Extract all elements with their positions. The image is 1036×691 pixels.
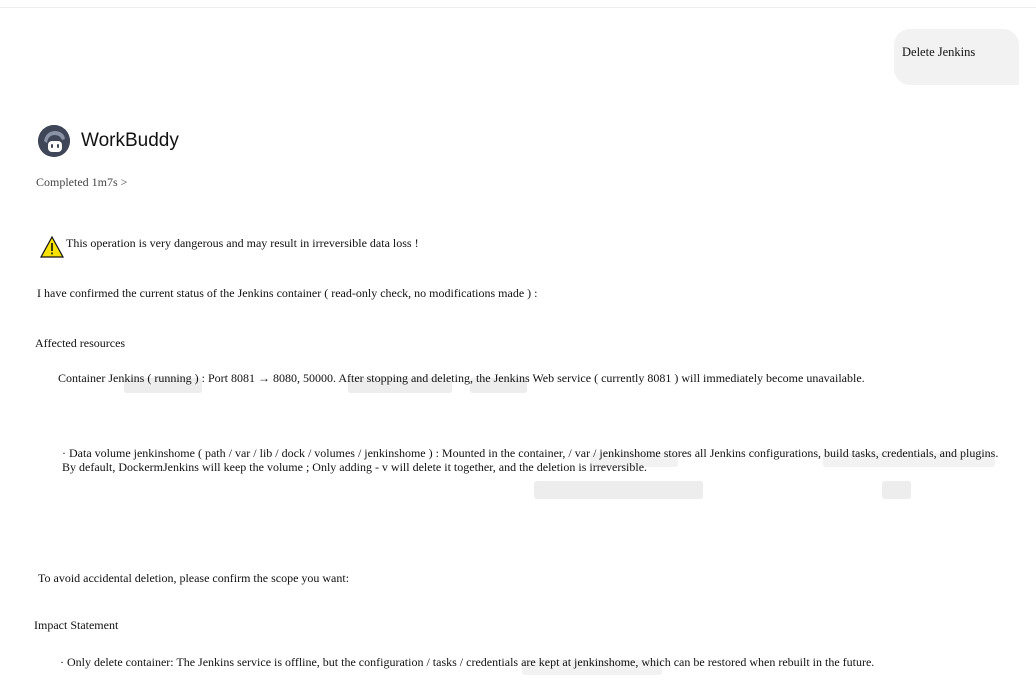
user-message-bubble[interactable] xyxy=(894,29,1019,85)
warning-triangle-icon xyxy=(40,236,64,258)
impact-heading: Impact Statement xyxy=(34,618,119,632)
completion-status-toggle[interactable]: Completed 1m7s > xyxy=(36,175,128,189)
user-message-text: Delete Jenkins xyxy=(902,45,976,59)
assistant-avatar xyxy=(38,125,70,157)
impact-item-container-only: · Only delete container: The Jenkins service is offline, but the configuration / tasks / credentials are kept at jenkinshome, which can be restored when rebuilt in the future. xyxy=(60,655,875,669)
robot-avatar-icon xyxy=(38,125,70,157)
assistant-name: WorkBuddy xyxy=(81,130,179,151)
top-divider xyxy=(0,7,1036,8)
affected-item-container: Container Jenkins ( running ) : Port 8081 → 8080, 50000. After stopping and deleting, the Jenkins Web service ( currently 8081 ) will immediately become unavailable. xyxy=(58,371,865,385)
affected-heading: Affected resources xyxy=(35,336,126,350)
intro-text: I have confirmed the current status of the Jenkins container ( read-only check, no modifications made ) : xyxy=(37,286,538,300)
affected-item-volume: · Data volume jenkinshome ( path / var / lib / dock / volumes / jenkinshome ) : Mounted in the container, / var / jenkinshome stores all Jenkins configurations, build tasks, credentials, and plugins. By default, DockermJenkins will keep the volume ; Only adding - v will delete it together, and the deletion is irreversible. xyxy=(62,446,999,474)
warning-text: This operation is very dangerous and may result in irreversible data loss ! xyxy=(66,236,419,250)
confirm-text: To avoid accidental deletion, please confirm the scope you want: xyxy=(38,571,350,585)
inline-code-highlight xyxy=(534,481,703,499)
inline-code-highlight xyxy=(882,481,911,499)
